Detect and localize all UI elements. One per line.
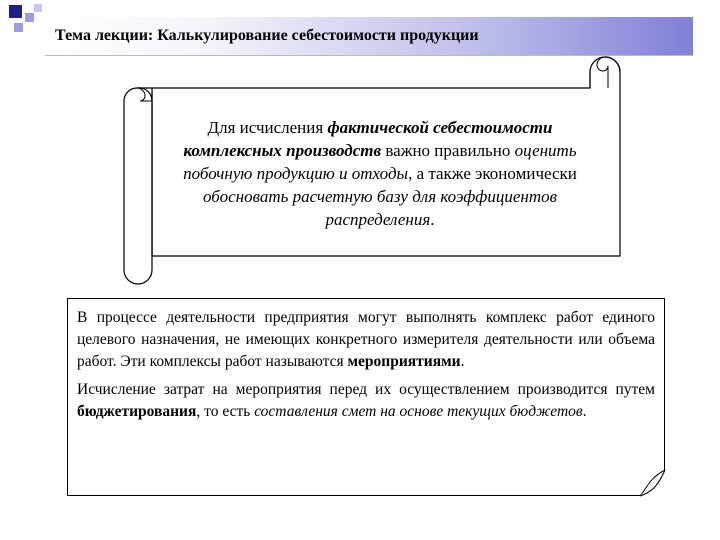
box-text-part: В процессе деятельности предприятия могут выполнять комплекс работ единого целевого назначения, не имеющих конкретного измерителя деятельности или объема работ. Эти комплексы работ называются	[77, 309, 655, 370]
page-title: Тема лекции: Калькулирование себестоимости продукции	[55, 27, 479, 44]
scroll-text-part: .	[430, 210, 435, 229]
box-paragraph-2	[77, 379, 655, 423]
term-measures: мероприятиями	[347, 353, 461, 370]
box-text-part: .	[460, 353, 465, 370]
box-text-part: , то есть	[196, 403, 255, 420]
scroll-text-part: важно правильно	[381, 141, 515, 160]
box-paragraph-1	[77, 307, 655, 373]
scroll-text-emphasis: фактической себестоимости комплексных производств	[183, 118, 553, 160]
scroll-text-italic: обосновать расчетную базу для коэффициентов распределения	[202, 187, 557, 229]
scroll-text-part: , а также экономически	[408, 164, 577, 183]
box-text-italic: составления смет на основе текущих бюджетов	[254, 403, 583, 420]
scroll-text-part: Для исчисления	[207, 118, 328, 137]
box-text-part: .	[582, 403, 587, 420]
box-text-part: Исчисление затрат на мероприятия перед их осуществлением производится путем	[77, 381, 655, 398]
box-text	[77, 307, 655, 429]
scroll-text-italic: оценить побочную продукцию и отходы	[183, 141, 577, 183]
term-budgeting: бюджетирования	[77, 403, 197, 420]
